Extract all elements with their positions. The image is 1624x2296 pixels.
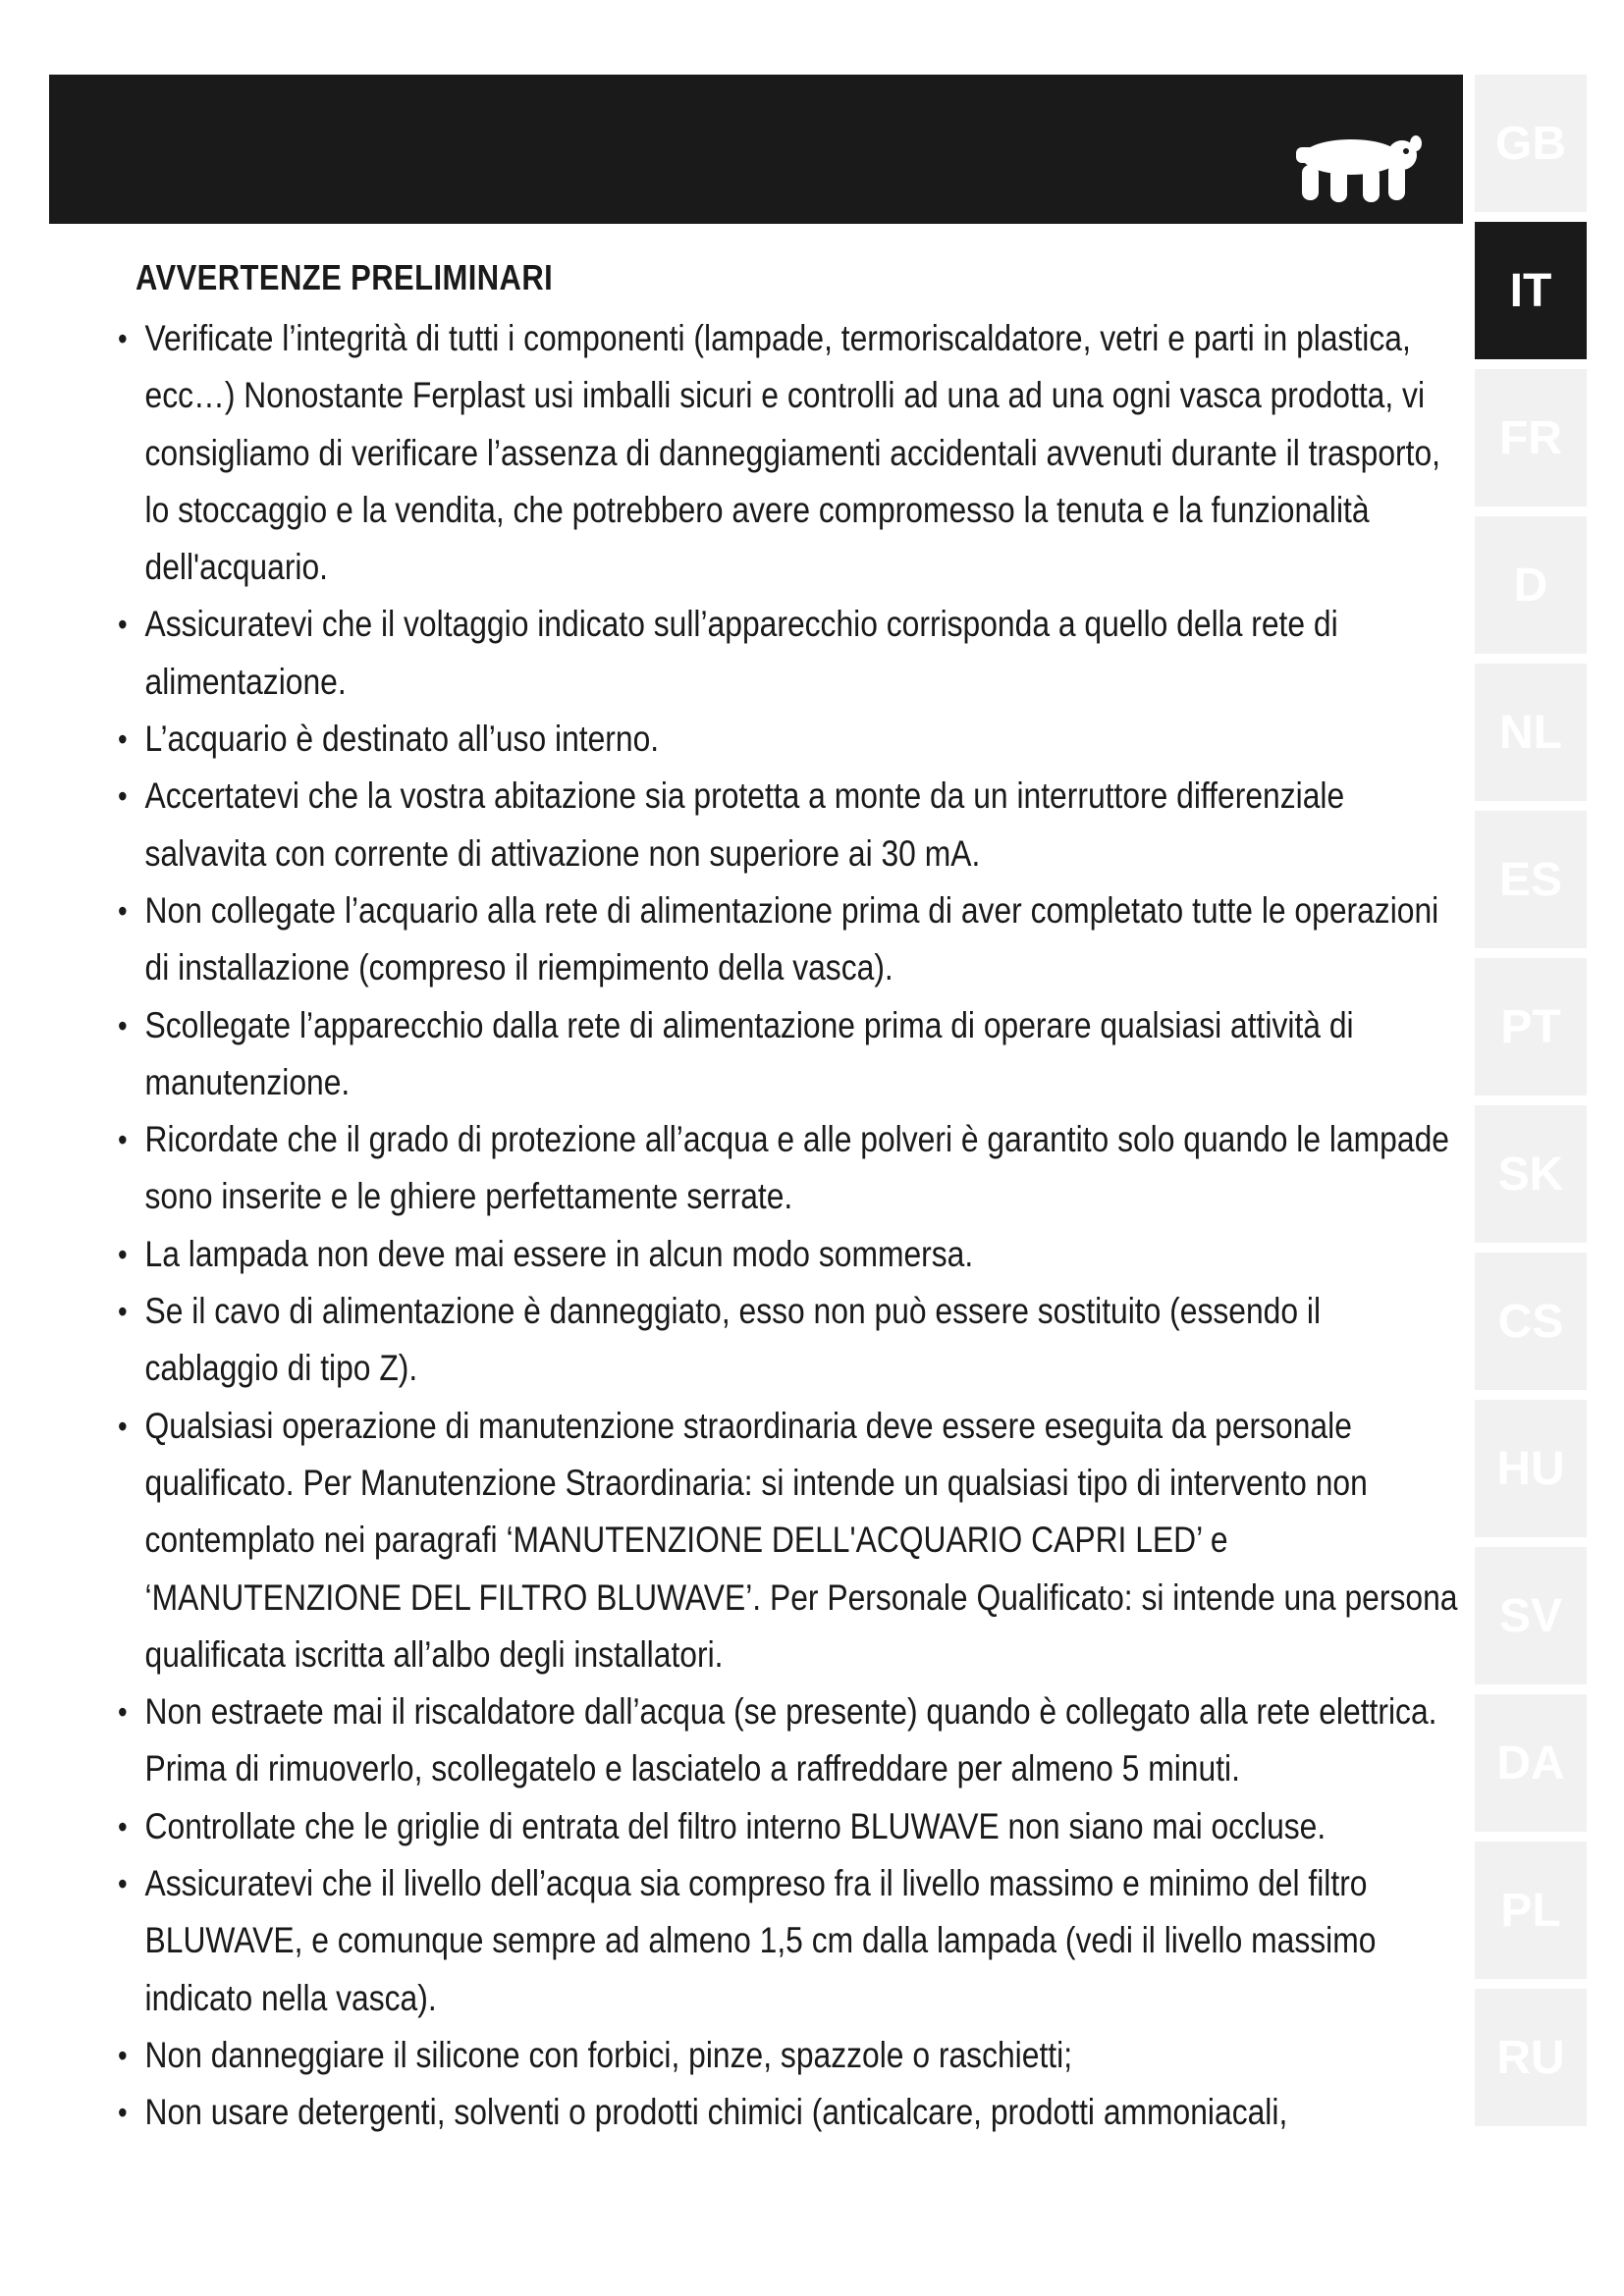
tab-language-gb[interactable]: GB xyxy=(1475,75,1587,212)
language-tabs xyxy=(1475,75,1587,2136)
tab-language-fr[interactable]: FR xyxy=(1475,369,1587,507)
tab-language-ru[interactable]: RU xyxy=(1475,1989,1587,2126)
list-item: • L’acquario è destinato all’uso interno. xyxy=(118,711,1462,768)
tab-language-cs[interactable]: CS xyxy=(1475,1253,1587,1390)
tab-language-d[interactable]: D xyxy=(1475,516,1587,654)
tab-language-pl[interactable]: PL xyxy=(1475,1842,1587,1979)
tab-language-da[interactable]: DA xyxy=(1475,1694,1587,1832)
warnings-section xyxy=(118,257,1458,2142)
list-item: • Non estraete mai il riscaldatore dall’acqua (se presente) quando è collegato alla rete elettrica. Prima di rimuoverlo, scollegatelo e lasciatelo a raffreddare per almeno 5 minuti. xyxy=(118,1683,1462,1798)
tab-language-it[interactable]: IT xyxy=(1475,222,1587,359)
list-item: • Accertatevi che la vostra abitazione sia protetta a monte da un interruttore differenziale salvavita con corrente di attivazione non superiore ai 30 mA. xyxy=(118,768,1462,882)
list-item: • Non collegate l’acquario alla rete di alimentazione prima di aver completato tutte le operazioni di installazione (compreso il riempimento della vasca). xyxy=(118,882,1462,997)
header-bar xyxy=(49,75,1463,224)
list-item: • Assicuratevi che il voltaggio indicato sull’apparecchio corrisponda a quello della rete di alimentazione. xyxy=(118,596,1462,711)
list-item: • La lampada non deve mai essere in alcun modo sommersa. xyxy=(118,1226,1462,1283)
tab-language-sv[interactable]: SV xyxy=(1475,1547,1587,1684)
list-item: • Qualsiasi operazione di manutenzione straordinaria deve essere eseguita da personale qualificato. Per Manutenzione Straordinaria: si intende un qualsiasi tipo di intervento non contemplato nei paragrafi ‘MANUTENZIONE DELL'ACQUARIO CAPRI LED’ e ‘MANUTENZIONE DEL FILTRO BLUWAVE’. Per Personale Qualificato: si intende una persona qualificata iscritta all’albo degli installatori. xyxy=(118,1398,1462,1683)
list-item: • Non danneggiare il silicone con forbici, pinze, spazzole o raschietti; xyxy=(118,2027,1462,2084)
tab-language-sk[interactable]: SK xyxy=(1475,1105,1587,1243)
list-item: • Non usare detergenti, solventi o prodotti chimici (anticalcare, prodotti ammoniacali, xyxy=(118,2084,1462,2141)
tab-language-es[interactable]: ES xyxy=(1475,811,1587,948)
tab-language-pt[interactable]: PT xyxy=(1475,958,1587,1095)
list-item: • Assicuratevi che il livello dell’acqua sia compreso fra il livello massimo e minimo del filtro BLUWAVE, e comunque sempre ad almeno 1,5 cm dalla lampada (vedi il livello massimo indicato nella vasca). xyxy=(118,1855,1462,2027)
warnings-list xyxy=(118,310,1458,2142)
list-item: • Controllate che le griglie di entrata del filtro interno BLUWAVE non siano mai occluse. xyxy=(118,1798,1462,1855)
section-title: AVVERTENZE PRELIMINARI xyxy=(135,257,554,297)
ferret-logo xyxy=(1286,128,1434,208)
tab-language-nl[interactable]: NL xyxy=(1475,664,1587,801)
tab-language-hu[interactable]: HU xyxy=(1475,1400,1587,1537)
list-item: • Verificate l’integrità di tutti i componenti (lampade, termoriscaldatore, vetri e parti in plastica, ecc…) Nonostante Ferplast usi imballi sicuri e controlli ad una ad una ogni vasca prodotta, vi consigliamo di verificare l’assenza di danneggiamenti accidentali avvenuti durante il trasporto, lo stoccaggio e la vendita, che potrebbero avere compromesso la tenuta e la funzionalità dell'acquario. xyxy=(118,310,1462,596)
list-item: • Se il cavo di alimentazione è danneggiato, esso non può essere sostituito (essendo il cablaggio di tipo Z). xyxy=(118,1283,1462,1398)
list-item: • Ricordate che il grado di protezione all’acqua e alle polveri è garantito solo quando le lampade sono inserite e le ghiere perfettamente serrate. xyxy=(118,1111,1462,1226)
list-item: • Scollegate l’apparecchio dalla rete di alimentazione prima di operare qualsiasi attività di manutenzione. xyxy=(118,997,1462,1112)
